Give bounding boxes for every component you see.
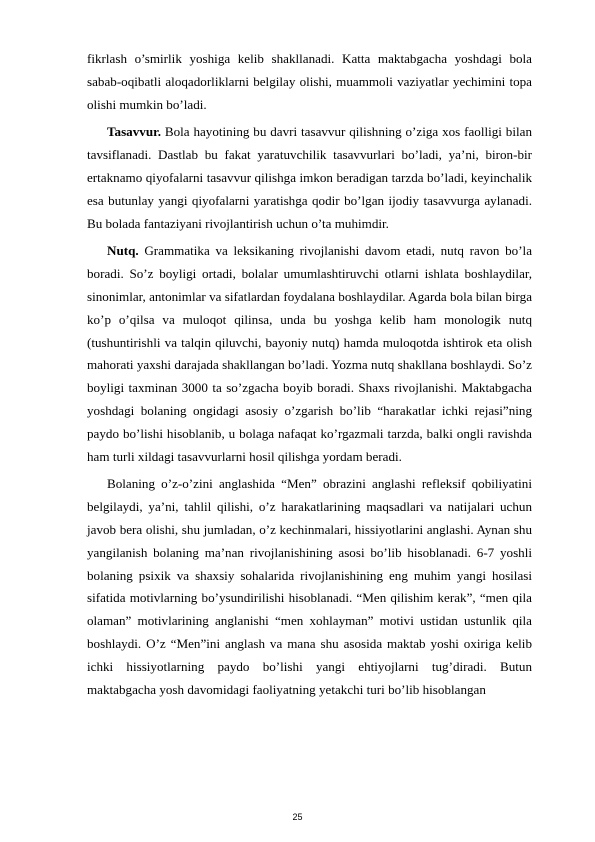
paragraph-continuation — [87, 48, 532, 116]
paragraph-text: Bola hayotining bu davri tasavvur qilishning o’ziga xos faolligi bilan tavsiflanadi. Dastlab bu fakat yaratuvchilik tasavvurlari bo’ladi, ya’ni, biron-bir ertaknamo qiyofalarni tasavvur qilishga imkon beradigan tarzda bo’ladi, keyinchalik esa butunlay yangi qiyofalarni yaratishga qodir bo’lgan ijodiy tasavvurga aylanadi. Bu bolada fantaziyani rivojlantirish uchun o’ta muhimdir. — [87, 124, 532, 231]
paragraph-tasavvur — [87, 121, 532, 235]
paragraph-nutq — [87, 240, 532, 468]
paragraph-text: fikrlash o’smirlik yoshiga kelib shakllanadi. Katta maktabgacha yoshdagi bola sabab-oqibatli aloqadorliklarni belgilay olishi, muammoli vaziyatlar yechimini topa olishi mumkin bo’ladi. — [87, 51, 532, 112]
paragraph-heading: Nutq. — [107, 243, 139, 259]
page-number: 25 — [292, 812, 303, 822]
paragraph-text: Bolaning o’z-o’zini anglashida “Men” obrazini anglashi refleksif qobiliyatini belgilaydi, ya’ni, tahlil qilishi, o’z harakatlarining maqsadlari va natijalari uchun javob bera olishi, shu jumladan, o’z kechinmalari, hissiyotlarini anglashi. Aynan shu yangilanish bolaning ma’nan rivojlanishining asosi bo’lib hisoblanadi. 6-7 yoshli bolaning psixik va shaxsiy sohalarida rivojlanishining eng muhim yangi hosilasi sifatida motivlarning bo’ysundirilishi hisoblanadi. “Men qilishim kerak”, “men qila olaman” motivlarining anglanishi “men xohlayman” motivi ustidan ustunlik qila boshlaydi. O’z “Men”ini anglash va mana shu asosida maktab yoshi oxiriga kelib ichki hissiyotlarning paydo bo’lishi yangi ehtiyojlarni tug’diradi. Butun maktabgacha yosh davomidagi faoliyatning yetakchi turi bo’lib hisoblangan — [87, 476, 532, 697]
paragraph-heading: Tasavvur. — [107, 124, 161, 140]
document-page — [87, 48, 532, 701]
paragraph-text: Grammatika va leksikaning rivojlanishi davom etadi, nutq ravon bo’la boradi. So’z boyligi ortadi, bolalar umumlashtiruvchi otlarni ishlata boshlaydilar, sinonimlar, antonimlar va sifatlardan foydalana boshlaydilar. Agarda bola bilan birga ko’p o’qilsa va muloqot qilinsa, unda bu yoshga kelib ham monologik nutq (tushuntirishli va talqin qiluvchi, bayoniy nutq) hamda muloqotda ishtirok eta olish mahorati yaxshi darajada shakllangan bo’ladi. Yozma nutq shakllana boshlaydi. So’z boyligi taxminan 3000 ta so’zgacha boyib boradi. Shaxs rivojlanishi. Maktabgacha yoshdagi bolaning ongidagi asosiy o’zgarish bo’lib “harakatlar ichki rejasi”ning paydo bo’lishi hisoblanib, u bolaga nafaqat ko’rgazmali tarzda, balki ongli ravishda ham turli xildagi tasavvurlarni hosil qilishga yordam beradi. — [87, 243, 532, 464]
paragraph-men-obrazi — [87, 473, 532, 701]
